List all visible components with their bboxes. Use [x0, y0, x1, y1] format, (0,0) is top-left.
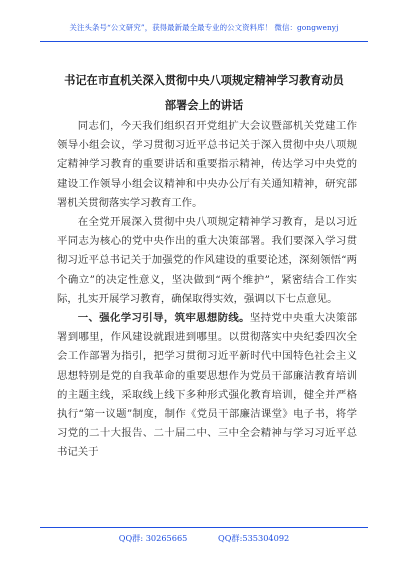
section-1-paragraph — [57, 309, 357, 463]
document-title-line1: 书记在市直机关深入贯彻中央八项规定精神学习教育动员 — [64, 73, 344, 87]
section-1-text: 坚持党中央重大决策部署到哪里，作风建设就跟进到哪里。以贯彻落实中央纪委四次全会工作部署为指引，把学习贯彻习近平新时代中国特色社会主义思想特别是党的自我革命的重要思想作为党员干部廉洁教育培训的主题主线，采取线上线下多种形式强化教育培训，健全并严格执行“第一议题”制度，制作《党员干部廉洁课堂》电子书，将学习党的二十大报告、二十届二中、三中全会精神与学习习近平总书记关于 — [57, 312, 358, 459]
header-banner: 关注头条号“公文研究”，获得最新最全最专业的公文资料库！ 微信：gongwenyj — [69, 23, 339, 32]
footer-qq-group-1: QQ群: 30265665 — [118, 533, 188, 543]
footer-contacts — [0, 533, 408, 544]
document-title-line2: 部署会上的讲话 — [164, 98, 244, 112]
opening-paragraph: 同志们，今天我们组织召开党组扩大会议暨部机关党建工作领导小组会议，学习贯彻习近平总书记关于深入贯彻中央八项规定精神学习教育的重要讲话和重要指示精神，传达学习中央党的建设工作领导小组会议精神和中央办公厅有关通知精神，研究部署机关贯彻落实学习教育工作。 — [57, 120, 357, 209]
header-divider — [40, 41, 368, 42]
document-body — [57, 117, 357, 463]
footer-qq-group-2: QQ群:535304092 — [218, 533, 290, 543]
section-1-heading: 一、强化学习引导，筑牢思想防线。 — [77, 312, 250, 325]
footer-divider — [40, 527, 368, 528]
paragraph-2: 在全党开展深入贯彻中央八项规定精神学习教育，是以习近平同志为核心的党中央作出的重大决策部署。我们要深入学习贯彻习近平总书记关于加强党的作风建设的重要论述，深刻领悟“两个确立”的决定性意义，坚决做到“两个维护”，紧密结合工作实际，扎实开展学习教育，确保取得实效，强调以下七点意见。 — [57, 216, 357, 305]
